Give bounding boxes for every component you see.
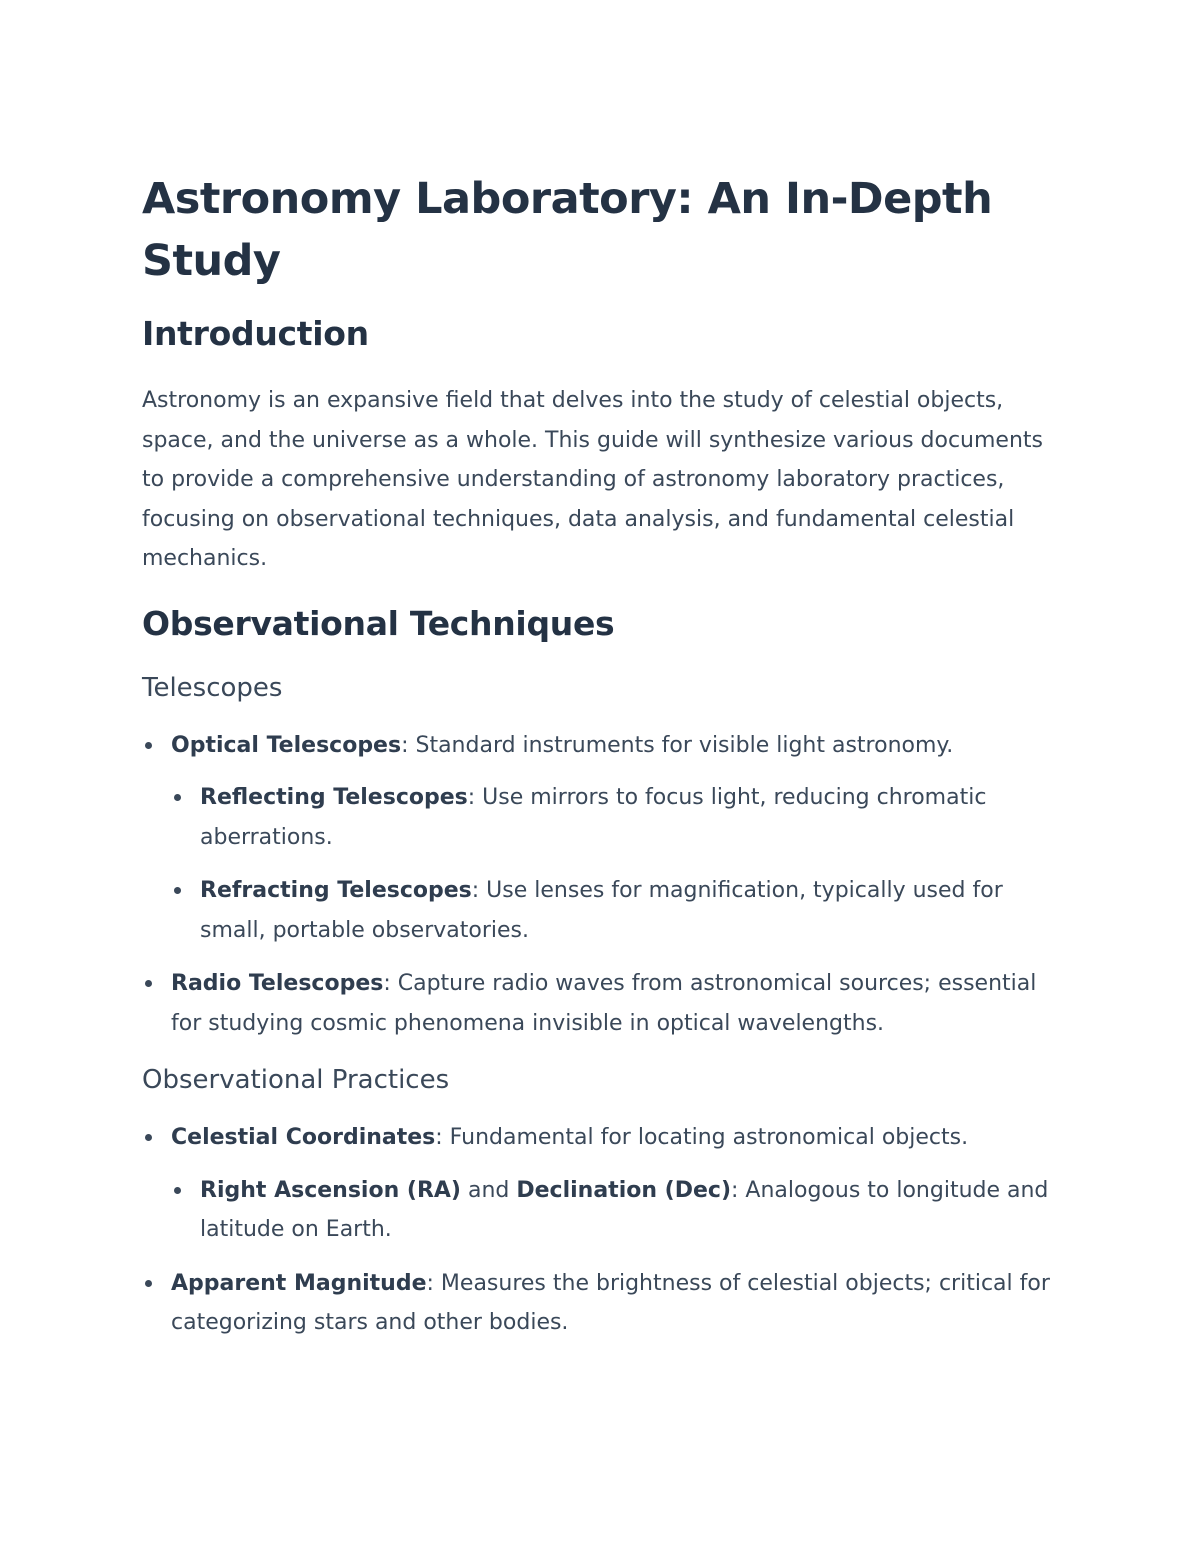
radio-telescopes-text: : Capture radio waves from astronomical sources; essential for studying cosmic phenomena invisible in optical wavelengths. — [171, 971, 1037, 1036]
introduction-paragraph: Astronomy is an expansive field that delves into the study of celestial objects, space, and the universe as a whole. This guide will synthesize various documents to provide a comprehensive understanding of astronomy laboratory practices, focusing on observational techniques, data analysis, and fundamental celestial mechanics. — [142, 388, 1043, 571]
list-item-celestial-coordinates — [142, 1118, 1072, 1250]
page-title — [142, 168, 1072, 292]
bullet-icon — [145, 1134, 152, 1141]
bullet-icon — [145, 742, 152, 749]
bullet-icon — [174, 1187, 181, 1194]
apparent-magnitude-text: : Measures the brightness of celestial objects; critical for categorizing stars and other bodies. — [171, 1270, 1050, 1335]
refracting-telescopes-text: : Use lenses for magnification, typically used for small, portable observatories. — [200, 878, 1003, 943]
list-item-reflecting-telescopes — [171, 778, 1072, 857]
observational-practices-heading: Observational Practices — [142, 1065, 450, 1095]
title-line-2: Study — [142, 236, 281, 286]
list-item-apparent-magnitude — [142, 1264, 1072, 1343]
reflecting-telescopes-text: : Use mirrors to focus light, reducing chromatic aberrations. — [200, 785, 987, 850]
bullet-icon — [174, 794, 181, 801]
telescopes-heading: Telescopes — [142, 672, 283, 703]
observational-techniques-heading: Observational Techniques — [142, 603, 615, 643]
coordinates-subtypes-list — [171, 1171, 1072, 1250]
radio-telescopes-term: Radio Telescopes — [171, 971, 384, 996]
optical-telescopes-text: : Standard instruments for visible light astronomy. — [401, 732, 954, 758]
bullet-icon — [145, 980, 152, 987]
ra-dec-text: : Analogous to longitude and latitude on Earth. — [200, 1177, 1049, 1242]
list-item-ra-dec — [171, 1171, 1072, 1250]
celestial-coordinates-text: : Fundamental for locating astronomical objects. — [435, 1125, 969, 1150]
celestial-coordinates-term: Celestial Coordinates — [171, 1125, 436, 1150]
declination-term: Declination (Dec) — [516, 1177, 731, 1203]
list-item-optical-telescopes — [142, 726, 1072, 951]
reflecting-telescopes-term: Reflecting Telescopes — [200, 785, 468, 810]
bullet-icon — [174, 887, 181, 894]
optical-subtypes-list — [171, 778, 1072, 950]
telescopes-list — [142, 726, 1072, 1044]
practices-list — [142, 1118, 1072, 1343]
refracting-telescopes-term: Refracting Telescopes — [200, 878, 472, 903]
bullet-icon — [145, 1280, 152, 1287]
list-item-radio-telescopes — [142, 964, 1072, 1043]
list-item-refracting-telescopes — [171, 871, 1072, 950]
document-page — [142, 168, 1072, 1343]
right-ascension-term: Right Ascension (RA) — [200, 1177, 461, 1203]
optical-telescopes-term: Optical Telescopes — [171, 732, 402, 758]
introduction-heading: Introduction — [142, 314, 369, 353]
ra-dec-joiner: and — [460, 1177, 517, 1203]
title-line-1: Astronomy Laboratory: An In-Depth — [142, 174, 993, 224]
apparent-magnitude-term: Apparent Magnitude — [171, 1270, 427, 1296]
